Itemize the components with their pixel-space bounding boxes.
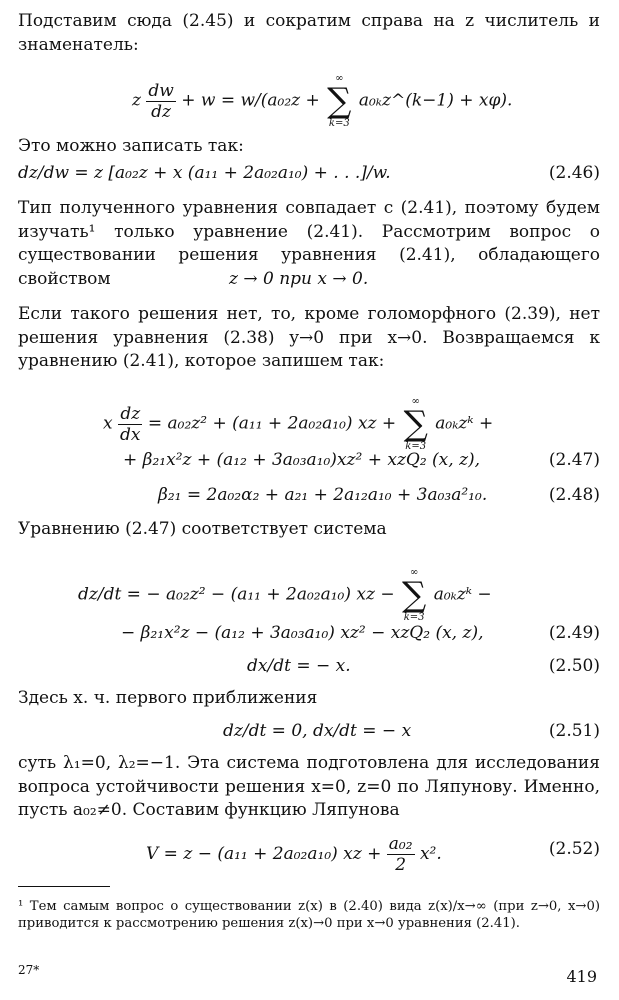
eq1-lhs-factor: z xyxy=(132,90,141,111)
equation-2-46 xyxy=(0,158,619,188)
paragraph-no-solution: Если такого решения нет, то, кроме голоморфного (2.39), нет решения уравнения (2.38) y→0 при x→0. Возвращаемся к уравнению (2.41), которое запишем так: xyxy=(18,304,600,371)
paragraph-lyapunov: суть λ₁=0, λ₂=−1. Эта система подготовлена для исследования вопроса устойчивости решения x=0, z=0 по Ляпунову. Именно, пусть a₀₂≠0. Составим функцию Ляпунова xyxy=(18,753,600,820)
equation-2-52 xyxy=(0,834,619,875)
eq1-derivative-fraction xyxy=(146,81,175,122)
paragraph-rewrite: Это можно записать так: xyxy=(18,136,244,156)
eq-2-46-body: dz/dw = z [a₀₂z + x (a₁₁ + 2a₀₂a₁₀) + . . .]/w. xyxy=(18,163,391,183)
equation-unnumbered-1 xyxy=(0,72,619,129)
eq-2-46-number: (2.46) xyxy=(548,163,600,183)
equation-2-47-line1 xyxy=(0,395,619,452)
eq-2-52-frac-den: 2 xyxy=(395,855,407,875)
eq-2-47-line2-body: + β₂₁x²z + (a₁₂ + 3a₀₃a₁₀)xz² + xzQ₂ (x, z), xyxy=(123,450,481,470)
equation-2-49-line1 xyxy=(0,566,619,623)
eq-2-47-sum-bottom: k=3 xyxy=(405,441,427,452)
equation-2-47-line2 xyxy=(0,445,619,475)
eq-limit-body: z → 0 при x → 0. xyxy=(229,269,369,289)
footnote-divider xyxy=(18,886,110,887)
eq-2-49-sum-top: ∞ xyxy=(409,567,419,578)
eq-2-52-part2: x². xyxy=(419,844,442,864)
equation-limit xyxy=(0,264,619,294)
eq-2-47-sum-top: ∞ xyxy=(411,396,420,407)
page-number: 419 xyxy=(566,967,597,986)
eq-2-49-line2-body: − β₂₁x²z − (a₁₂ + 3a₀₃a₁₀) xz² − xzQ₂ (x, z), xyxy=(121,623,484,643)
eq-2-52-frac-num: a₀₂ xyxy=(388,834,413,854)
eq1-frac-den: dz xyxy=(151,101,172,122)
eq1-sum-bottom: k=3 xyxy=(328,118,350,129)
eq1-part1: + w = w/(a₀₂z + xyxy=(181,90,320,111)
eq-2-50-number: (2.50) xyxy=(548,656,600,676)
paragraph-first-approx: Здесь х. ч. первого приближения xyxy=(18,688,318,708)
paragraph-equation-type: Тип полученного уравнения совпадает с (2.41), поэтому будем изучать¹ только уравнение (2.41). Рассмотрим вопрос о существовании решения уравнения (2.41), обладающего свойством xyxy=(18,198,600,289)
eq-2-47-frac-den: dx xyxy=(120,424,141,445)
paragraph-system: Уравнению (2.47) соответствует система xyxy=(18,519,387,539)
eq-2-52-part1: V = z − (a₁₁ + 2a₀₂a₁₀) xz + xyxy=(146,844,382,864)
eq-2-47-frac-num: dz xyxy=(118,404,142,425)
footnote: ¹ Тем самым вопрос о существовании z(x) в (2.40) вида z(x)/x→∞ (при z→0, x→0) приводится к рассмотрению решения z(x)→0 при x→0 уравнения (2.41). xyxy=(18,899,600,931)
eq-2-47-summation: ∞ ∑ k=3 xyxy=(403,396,428,452)
eq-2-51-number: (2.51) xyxy=(548,721,600,741)
eq-2-47-lhs-factor: x xyxy=(103,413,113,434)
equation-2-48 xyxy=(0,480,619,510)
equation-2-50 xyxy=(0,651,619,681)
eq-2-52-fraction xyxy=(387,834,415,875)
eq-2-47-part2: a₀ₖzᵏ + xyxy=(435,413,494,434)
eq-2-52-number: (2.52) xyxy=(548,839,600,859)
eq-2-49-sum-bottom: k=3 xyxy=(403,612,425,623)
eq-2-49-number: (2.49) xyxy=(548,623,600,643)
paragraph-substitution: Подставим сюда (2.45) и сократим справа на z числитель и знаменатель: xyxy=(18,11,600,55)
eq-2-47-fraction xyxy=(118,404,142,445)
eq-2-48-body: β₂₁ = 2a₀₂α₂ + a₂₁ + 2a₁₂a₁₀ + 3a₀₃a²₁₀. xyxy=(158,485,488,505)
eq-2-47-number: (2.47) xyxy=(548,450,600,470)
eq-2-49-summation: ∞ ∑ k=3 xyxy=(402,567,427,623)
eq1-frac-num: dw xyxy=(148,80,174,101)
eq-2-49-part1: dz/dt = − a₀₂z² − (a₁₁ + 2a₀₂a₁₀) xz − xyxy=(78,584,395,605)
eq-2-49-part2: a₀ₖzᵏ − xyxy=(433,584,492,605)
eq-2-47-part1: = a₀₂z² + (a₁₁ + 2a₀₂a₁₀) xz + xyxy=(147,413,397,434)
eq1-summation: ∞ ∑ k=3 xyxy=(327,73,352,129)
printer-signature-mark: 27* xyxy=(18,963,40,977)
eq-2-51-body: dz/dt = 0, dx/dt = − x xyxy=(223,721,412,741)
eq-2-50-body: dx/dt = − x. xyxy=(247,656,351,676)
eq1-part2: a₀ₖz^(k−1) + xφ). xyxy=(358,90,513,111)
equation-2-51 xyxy=(0,716,619,746)
eq1-sum-top: ∞ xyxy=(335,73,344,84)
equation-2-49-line2 xyxy=(0,618,619,648)
eq-2-48-number: (2.48) xyxy=(548,485,600,505)
